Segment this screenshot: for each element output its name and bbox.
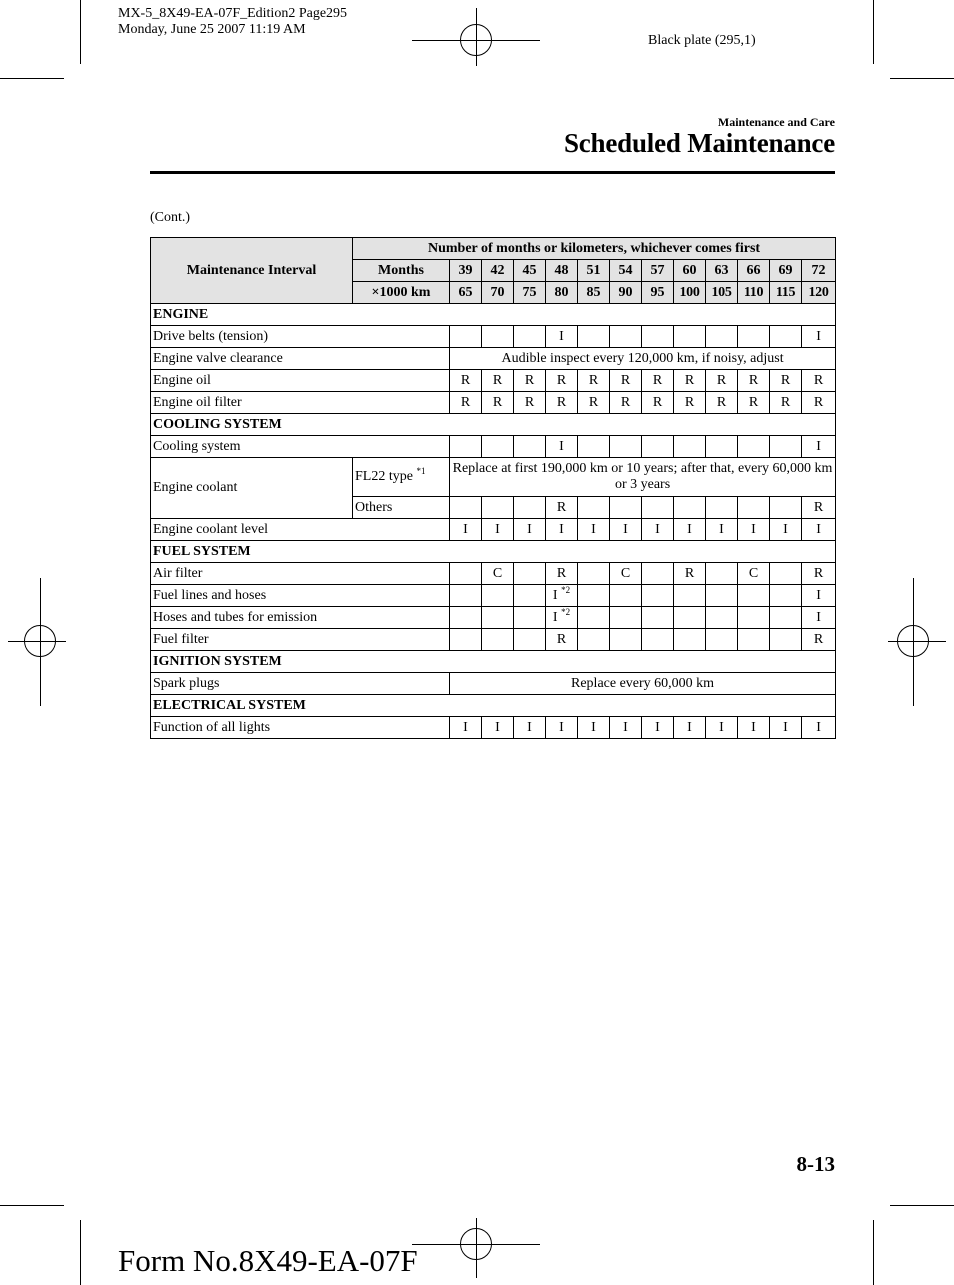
interval-cell (482, 629, 514, 651)
doc-meta-line1: MX-5_8X49-EA-07F_Edition2 Page295 (118, 6, 348, 21)
interval-cell (546, 563, 578, 585)
row-label: Drive belts (tension) (151, 326, 450, 348)
continued-label: (Cont.) (150, 210, 191, 225)
maintenance-table (150, 237, 836, 739)
section-label: Maintenance and Care (717, 115, 835, 129)
cell-value: R (620, 394, 631, 410)
interval-cell (450, 436, 482, 458)
interval-cell (770, 607, 802, 629)
sub-label-fl22 (353, 458, 450, 497)
interval-cell (450, 497, 482, 519)
interval-cell (642, 370, 674, 392)
interval-cell (642, 585, 674, 607)
row-note: Audible inspect every 120,000 km, if noisy, adjust (450, 348, 836, 370)
interval-cell (578, 392, 610, 414)
interval-cell (546, 607, 578, 629)
interval-cell (578, 717, 610, 739)
cell-value: I (816, 719, 821, 735)
interval-cell (546, 519, 578, 541)
cell-value: I (623, 521, 628, 537)
interval-cell (802, 436, 836, 458)
interval-cell (450, 392, 482, 414)
interval-cell (610, 436, 642, 458)
cell-value: R (652, 372, 663, 388)
interval-cell (610, 326, 642, 348)
cell-value: I (495, 719, 500, 735)
cell-value: R (588, 394, 599, 410)
km-cell: 105 (706, 282, 738, 304)
sub-label-others: Others (353, 497, 450, 519)
interval-cell (546, 370, 578, 392)
table-row (151, 519, 836, 541)
row-label: Air filter (151, 563, 450, 585)
interval-cell (546, 717, 578, 739)
crop-mark (890, 78, 954, 79)
interval-cell (738, 607, 770, 629)
cell-value: R (620, 372, 631, 388)
cell-value: I (591, 719, 596, 735)
cell-value: I (552, 587, 558, 603)
interval-cell (706, 326, 738, 348)
table-row (151, 326, 836, 348)
interval-cell (514, 497, 546, 519)
section-fuel: FUEL SYSTEM (151, 541, 836, 563)
interval-cell (674, 392, 706, 414)
cell-value: C (748, 565, 759, 581)
interval-cell (642, 436, 674, 458)
interval-cell (610, 519, 642, 541)
interval-cell (770, 436, 802, 458)
crop-mark (890, 1205, 954, 1206)
months-header: Months (353, 260, 450, 282)
cell-value: R (588, 372, 599, 388)
interval-cell (482, 436, 514, 458)
km-cell: 110 (738, 282, 770, 304)
cell-value: R (813, 372, 824, 388)
doc-meta (118, 6, 347, 38)
row-label: Engine oil (151, 370, 450, 392)
interval-cell (802, 717, 836, 739)
cell-value: R (813, 565, 824, 581)
cell-value: I (783, 521, 788, 537)
cell-value: R (556, 394, 567, 410)
interval-cell (514, 326, 546, 348)
row-note: Replace at first 190,000 km or 10 years; after that, every 60,000 km or 3 years (450, 458, 836, 497)
interval-cell (546, 497, 578, 519)
interval-cell (642, 607, 674, 629)
interval-cell (514, 436, 546, 458)
cell-value: R (556, 372, 567, 388)
interval-cell (482, 717, 514, 739)
month-cell: 60 (674, 260, 706, 282)
interval-cell (610, 717, 642, 739)
interval-cell (578, 585, 610, 607)
cell-value: R (813, 631, 824, 647)
row-label: Engine coolant (151, 458, 353, 519)
interval-cell (738, 392, 770, 414)
month-cell: 39 (450, 260, 482, 282)
interval-cell (546, 326, 578, 348)
page-title: Scheduled Maintenance (563, 128, 835, 158)
cell-value: I (687, 521, 692, 537)
interval-cell (642, 326, 674, 348)
interval-cell (482, 392, 514, 414)
interval-cell (706, 585, 738, 607)
interval-cell (802, 563, 836, 585)
interval-cell (546, 392, 578, 414)
cell-value: I (623, 719, 628, 735)
interval-cell (802, 326, 836, 348)
interval-cell (770, 370, 802, 392)
interval-cell (802, 519, 836, 541)
interval-cell (802, 607, 836, 629)
cell-value: I (527, 719, 532, 735)
interval-cell (770, 519, 802, 541)
interval-cell (802, 370, 836, 392)
interval-cell (610, 497, 642, 519)
interval-cell (738, 370, 770, 392)
interval-cell (450, 607, 482, 629)
km-header: ×1000 km (353, 282, 450, 304)
section-row (151, 541, 836, 563)
interval-cell (674, 497, 706, 519)
interval-cell (482, 607, 514, 629)
table-row (151, 607, 836, 629)
interval-cell (706, 436, 738, 458)
interval-cell (578, 607, 610, 629)
cell-value: C (492, 565, 503, 581)
row-label: Spark plugs (151, 673, 450, 695)
cell-value: I (751, 719, 756, 735)
interval-cell (514, 607, 546, 629)
interval-cell (706, 607, 738, 629)
row-label: Hoses and tubes for emission (151, 607, 450, 629)
interval-cell (642, 563, 674, 585)
interval-cell (706, 392, 738, 414)
table-row (151, 563, 836, 585)
interval-cell (514, 563, 546, 585)
row-label: Engine oil filter (151, 392, 450, 414)
cell-value: I (552, 609, 558, 625)
interval-cell (642, 392, 674, 414)
cell-value: I (783, 719, 788, 735)
cell-value: R (684, 565, 695, 581)
interval-cell (674, 436, 706, 458)
cell-value: I (655, 719, 660, 735)
interval-cell (770, 326, 802, 348)
cell-value: R (684, 394, 695, 410)
crop-mark (0, 1205, 64, 1206)
month-cell: 57 (642, 260, 674, 282)
km-cell: 90 (610, 282, 642, 304)
section-electrical: ELECTRICAL SYSTEM (151, 695, 836, 717)
table-row (151, 392, 836, 414)
interval-cell (514, 717, 546, 739)
section-ignition: IGNITION SYSTEM (151, 651, 836, 673)
interval-cell (738, 497, 770, 519)
interval-cell (802, 629, 836, 651)
interval-cell (610, 563, 642, 585)
interval-cell (802, 497, 836, 519)
interval-cell (770, 629, 802, 651)
page-number: 8-13 (796, 1152, 835, 1176)
cell-value: I (687, 719, 692, 735)
interval-cell (450, 563, 482, 585)
cell-value: I (591, 521, 596, 537)
crop-mark (873, 1220, 874, 1285)
interval-cell (770, 585, 802, 607)
interval-cell (706, 519, 738, 541)
crop-mark (80, 1220, 81, 1285)
interval-cell (450, 585, 482, 607)
interval-cell (770, 497, 802, 519)
interval-cell (642, 497, 674, 519)
month-cell: 72 (802, 260, 836, 282)
interval-cell (674, 563, 706, 585)
interval-cell (738, 563, 770, 585)
cell-value: I (751, 521, 756, 537)
fl22-label: FL22 type (355, 469, 413, 484)
cell-value: R (748, 372, 759, 388)
month-cell: 54 (610, 260, 642, 282)
interval-cell (546, 585, 578, 607)
cell-value: I (719, 719, 724, 735)
interval-cell (674, 370, 706, 392)
interval-cell (802, 392, 836, 414)
interval-cell (514, 370, 546, 392)
footnote-ref: *2 (561, 584, 571, 595)
cell-value: R (524, 394, 535, 410)
cell-value: R (556, 565, 567, 581)
interval-cell (482, 519, 514, 541)
interval-cell (450, 629, 482, 651)
cell-value: R (556, 631, 567, 647)
month-cell: 51 (578, 260, 610, 282)
interval-cell (706, 497, 738, 519)
cell-value: R (716, 394, 727, 410)
cell-value: R (780, 394, 791, 410)
cell-value: I (463, 521, 468, 537)
interval-cell (578, 519, 610, 541)
interval-cell (738, 326, 770, 348)
km-cell: 120 (802, 282, 836, 304)
km-cell: 100 (674, 282, 706, 304)
cell-value: I (559, 438, 564, 454)
cell-value: R (492, 394, 503, 410)
interval-cell (578, 436, 610, 458)
interval-cell (738, 585, 770, 607)
interval-cell (482, 497, 514, 519)
cell-value: I (816, 328, 821, 344)
cell-value: R (748, 394, 759, 410)
interval-cell (450, 370, 482, 392)
interval-cell (546, 629, 578, 651)
interval-header: Maintenance Interval (151, 238, 353, 304)
interval-cell (610, 629, 642, 651)
interval-cell (738, 717, 770, 739)
row-label: Fuel filter (151, 629, 450, 651)
cell-value: R (716, 372, 727, 388)
table-row (151, 458, 836, 497)
interval-cell (706, 717, 738, 739)
cell-value: I (559, 328, 564, 344)
interval-cell (610, 392, 642, 414)
interval-cell (578, 370, 610, 392)
cell-value: I (816, 438, 821, 454)
table-row (151, 370, 836, 392)
cell-value: R (652, 394, 663, 410)
cell-value: I (527, 521, 532, 537)
crop-mark (0, 78, 64, 79)
interval-cell (450, 717, 482, 739)
km-cell: 115 (770, 282, 802, 304)
km-cell: 95 (642, 282, 674, 304)
table-row (151, 585, 836, 607)
table-row (151, 436, 836, 458)
doc-meta-line2: Monday, June 25 2007 11:19 AM (118, 22, 306, 37)
interval-cell (482, 563, 514, 585)
km-cell: 80 (546, 282, 578, 304)
form-number: Form No.8X49-EA-07F (118, 1243, 418, 1278)
interval-cell (642, 717, 674, 739)
cell-value: R (780, 372, 791, 388)
cell-value: R (556, 499, 567, 515)
row-note: Replace every 60,000 km (450, 673, 836, 695)
interval-cell (674, 607, 706, 629)
month-cell: 48 (546, 260, 578, 282)
month-cell: 69 (770, 260, 802, 282)
interval-cell (514, 585, 546, 607)
interval-cell (706, 563, 738, 585)
interval-cell (610, 370, 642, 392)
row-label: Cooling system (151, 436, 450, 458)
cell-value: I (816, 609, 821, 625)
interval-cell (706, 370, 738, 392)
section-cooling: COOLING SYSTEM (151, 414, 836, 436)
section-row (151, 414, 836, 436)
interval-cell (802, 585, 836, 607)
table-row (151, 629, 836, 651)
row-label: Fuel lines and hoses (151, 585, 450, 607)
interval-cell (738, 519, 770, 541)
interval-cell (450, 519, 482, 541)
crop-mark (873, 0, 874, 64)
interval-cell (770, 563, 802, 585)
interval-cell (482, 370, 514, 392)
row-label: Function of all lights (151, 717, 450, 739)
cell-value: R (460, 372, 471, 388)
interval-cell (738, 629, 770, 651)
interval-cell (578, 629, 610, 651)
interval-cell (482, 585, 514, 607)
plate-label: Black plate (295,1) (648, 33, 756, 48)
interval-cell (578, 563, 610, 585)
interval-cell (674, 585, 706, 607)
row-label: Engine coolant level (151, 519, 450, 541)
section-row (151, 695, 836, 717)
interval-cell (642, 629, 674, 651)
interval-cell (514, 629, 546, 651)
interval-cell (450, 326, 482, 348)
month-cell: 45 (514, 260, 546, 282)
cell-value: R (813, 499, 824, 515)
interval-cell (674, 519, 706, 541)
cell-value: I (495, 521, 500, 537)
interval-cell (738, 436, 770, 458)
row-label: Engine valve clearance (151, 348, 450, 370)
footnote-ref: *2 (561, 606, 571, 617)
interval-cell (674, 629, 706, 651)
interval-cell (546, 436, 578, 458)
section-row (151, 304, 836, 326)
interval-cell (514, 519, 546, 541)
cell-value: R (813, 394, 824, 410)
section-engine: ENGINE (151, 304, 836, 326)
month-cell: 66 (738, 260, 770, 282)
interval-cell (770, 717, 802, 739)
km-cell: 85 (578, 282, 610, 304)
table-row (151, 673, 836, 695)
cell-value: I (559, 521, 564, 537)
km-cell: 65 (450, 282, 482, 304)
interval-cell (578, 497, 610, 519)
km-cell: 70 (482, 282, 514, 304)
span-header: Number of months or kilometers, whichever comes first (353, 238, 836, 260)
cell-value: I (816, 521, 821, 537)
cell-value: R (684, 372, 695, 388)
month-cell: 63 (706, 260, 738, 282)
interval-cell (770, 392, 802, 414)
km-cell: 75 (514, 282, 546, 304)
title-rule (150, 171, 835, 174)
interval-cell (578, 326, 610, 348)
cell-value: R (524, 372, 535, 388)
cell-value: C (620, 565, 631, 581)
section-row (151, 651, 836, 673)
cell-value: R (460, 394, 471, 410)
cell-value: I (655, 521, 660, 537)
table-row (151, 348, 836, 370)
cell-value: I (719, 521, 724, 537)
footnote-ref: *1 (416, 466, 426, 476)
interval-cell (514, 392, 546, 414)
header-row (151, 238, 836, 260)
interval-cell (642, 519, 674, 541)
interval-cell (674, 326, 706, 348)
interval-cell (610, 607, 642, 629)
cell-value: I (559, 719, 564, 735)
interval-cell (706, 629, 738, 651)
cell-value: I (463, 719, 468, 735)
interval-cell (610, 585, 642, 607)
month-cell: 42 (482, 260, 514, 282)
interval-cell (674, 717, 706, 739)
cell-value: I (816, 587, 821, 603)
table-row (151, 717, 836, 739)
crop-mark (80, 0, 81, 64)
cell-value: R (492, 372, 503, 388)
interval-cell (482, 326, 514, 348)
